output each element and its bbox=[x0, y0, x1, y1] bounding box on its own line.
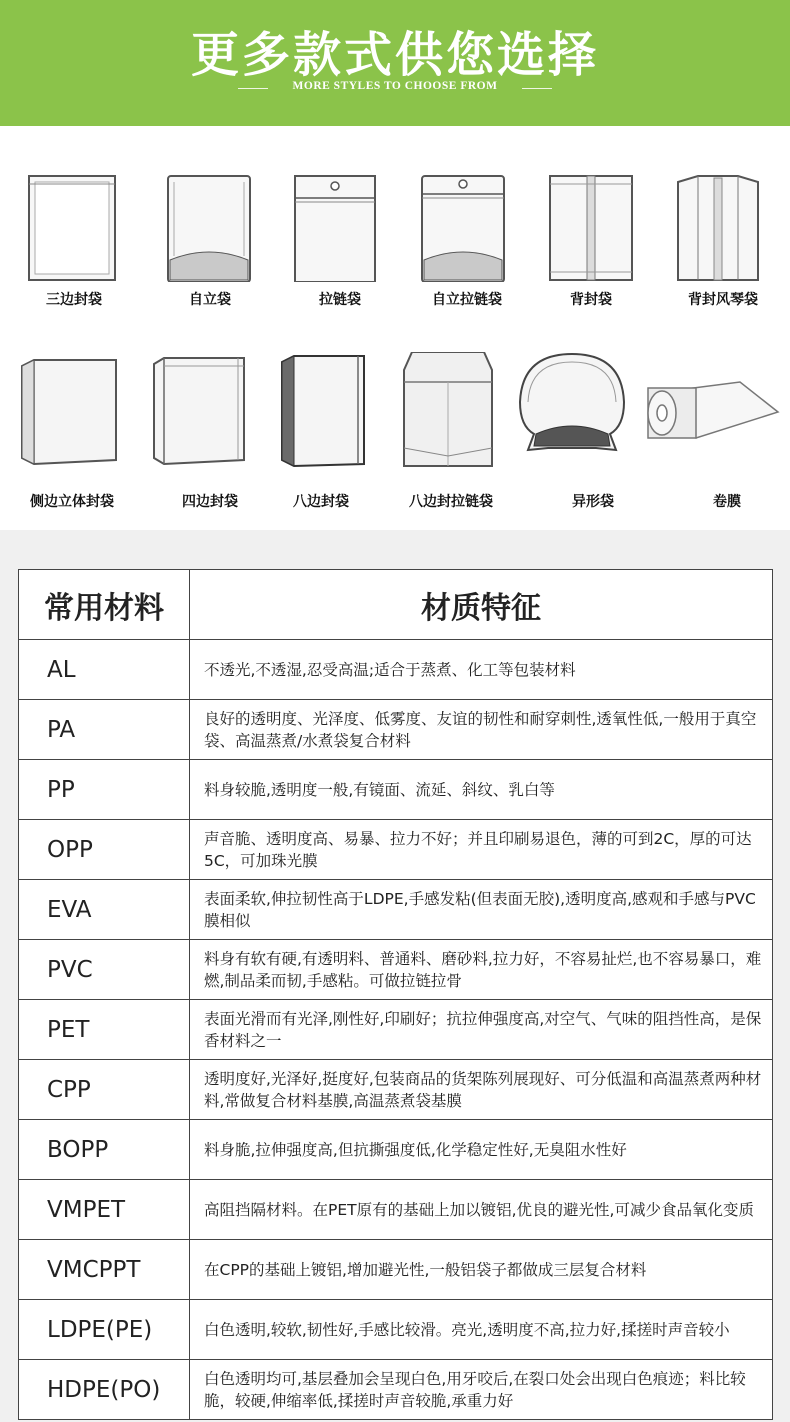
feature-cell: 表面柔软,伸拉韧性高于LDPE,手感发粘(但表面无胶),透明度高,感观和手感与PVC膜相似 bbox=[190, 880, 773, 940]
style-item bbox=[274, 170, 404, 310]
table-row bbox=[19, 1240, 773, 1300]
style-item bbox=[0, 170, 130, 310]
style-label: 四边封袋 bbox=[182, 494, 238, 510]
roll-film-icon bbox=[644, 352, 780, 468]
material-cell: BOPP bbox=[19, 1120, 190, 1180]
back-seal-gusset-bag-icon bbox=[656, 170, 786, 282]
style-item bbox=[514, 352, 644, 516]
feature-cell: 声音脆、透明度高、易暴、拉力不好；并且印刷易退色，薄的可到2C，厚的可达5C，可加珠光膜 bbox=[190, 820, 773, 880]
style-label: 背封风琴袋 bbox=[688, 292, 758, 308]
zipper-bag-icon bbox=[274, 170, 404, 282]
banner-title: 更多款式供您选择 bbox=[190, 27, 599, 83]
feature-cell: 料身有软有硬,有透明料、普通料、磨砂料,拉力好，不容易扯烂,也不容易暴口，难燃,制品柔而韧,手感粘。可做拉链拉骨 bbox=[190, 940, 773, 1000]
table-row bbox=[19, 820, 773, 880]
feature-cell: 透明度好,光泽好,挺度好,包装商品的货架陈列展现好、可分低温和高温蒸煮两种材料,常做复合材料基膜,高温蒸煮袋基膜 bbox=[190, 1060, 773, 1120]
feature-cell: 良好的透明度、光泽度、低雾度、友谊的韧性和耐穿刺性,透氧性低,一般用于真空袋、高温蒸煮/水煮袋复合材料 bbox=[190, 700, 773, 760]
header-material: 常用材料 bbox=[19, 570, 190, 640]
material-cell: AL bbox=[19, 640, 190, 700]
table-row bbox=[19, 700, 773, 760]
table-row bbox=[19, 880, 773, 940]
table-row bbox=[19, 1060, 773, 1120]
material-cell: OPP bbox=[19, 820, 190, 880]
material-cell: LDPE(PE) bbox=[19, 1300, 190, 1360]
feature-cell: 白色透明均可,基层叠加会呈现白色,用牙咬后,在裂口处会出现白色痕迹；料比较脆，较硬,伸缩率低,揉搓时声音较脆,承重力好 bbox=[190, 1360, 773, 1420]
stand-up-zipper-pouch-icon bbox=[400, 170, 530, 282]
style-label: 侧边立体封袋 bbox=[30, 494, 114, 510]
style-label: 异形袋 bbox=[572, 494, 614, 510]
three-side-seal-bag-icon bbox=[0, 170, 130, 282]
side-gusset-bag-icon bbox=[0, 352, 130, 468]
material-cell: EVA bbox=[19, 880, 190, 940]
material-cell: PA bbox=[19, 700, 190, 760]
style-label: 三边封袋 bbox=[46, 292, 102, 308]
feature-cell: 表面光滑而有光泽,刚性好,印刷好；抗拉伸强度高,对空气、气味的阻挡性高，是保香材料之一 bbox=[190, 1000, 773, 1060]
style-label: 卷膜 bbox=[713, 494, 741, 510]
style-item bbox=[644, 352, 774, 516]
feature-cell: 不透光,不透湿,忍受高温;适合于蒸煮、化工等包装材料 bbox=[190, 640, 773, 700]
table-header-row bbox=[19, 570, 773, 640]
style-label: 自立拉链袋 bbox=[432, 292, 502, 308]
style-item bbox=[148, 170, 278, 310]
material-cell: PVC bbox=[19, 940, 190, 1000]
style-label: 拉链袋 bbox=[319, 292, 361, 308]
feature-cell: 料身较脆,透明度一般,有镜面、流延、斜纹、乳白等 bbox=[190, 760, 773, 820]
four-side-seal-bag-icon bbox=[148, 352, 278, 468]
style-label: 自立袋 bbox=[189, 292, 231, 308]
materials-table bbox=[18, 569, 773, 1420]
feature-cell: 料身脆,拉伸强度高,但抗撕强度低,化学稳定性好,无臭阻水性好 bbox=[190, 1120, 773, 1180]
header-feature: 材质特征 bbox=[190, 570, 773, 640]
style-item bbox=[656, 170, 786, 310]
table-row bbox=[19, 1000, 773, 1060]
table-row bbox=[19, 1360, 773, 1420]
table-row bbox=[19, 640, 773, 700]
feature-cell: 白色透明,较软,韧性好,手感比较滑。亮光,透明度不高,拉力好,揉搓时声音较小 bbox=[190, 1300, 773, 1360]
style-item bbox=[400, 170, 530, 310]
banner-subtitle: MORE STYLES TO CHOOSE FROM bbox=[292, 80, 498, 92]
eight-side-zipper-bag-icon bbox=[400, 352, 530, 468]
table-row bbox=[19, 1120, 773, 1180]
material-cell: CPP bbox=[19, 1060, 190, 1120]
materials-section bbox=[0, 530, 790, 1422]
style-item bbox=[0, 352, 130, 516]
material-cell: VMCPPT bbox=[19, 1240, 190, 1300]
material-cell: HDPE(PO) bbox=[19, 1360, 190, 1420]
feature-cell: 高阻挡隔材料。在PET原有的基础上加以镀铝,优良的避光性,可减少食品氧化变质 bbox=[190, 1180, 773, 1240]
material-cell: PET bbox=[19, 1000, 190, 1060]
table-row bbox=[19, 760, 773, 820]
style-label: 八边封袋 bbox=[293, 494, 349, 510]
material-cell: PP bbox=[19, 760, 190, 820]
style-item bbox=[400, 352, 530, 516]
style-item bbox=[270, 352, 400, 516]
table-row bbox=[19, 940, 773, 1000]
style-label: 八边封拉链袋 bbox=[409, 494, 493, 510]
stand-up-pouch-icon bbox=[148, 170, 278, 282]
header-banner bbox=[0, 0, 790, 126]
style-item bbox=[526, 170, 656, 310]
back-seal-bag-icon bbox=[526, 170, 656, 282]
shaped-bag-icon bbox=[514, 352, 644, 468]
feature-cell: 在CPP的基础上镀铝,增加避光性,一般铝袋子都做成三层复合材料 bbox=[190, 1240, 773, 1300]
table-row bbox=[19, 1300, 773, 1360]
banner-divider-right bbox=[522, 88, 552, 89]
style-label: 背封袋 bbox=[570, 292, 612, 308]
table-row bbox=[19, 1180, 773, 1240]
eight-side-seal-bag-icon bbox=[270, 352, 400, 468]
material-cell: VMPET bbox=[19, 1180, 190, 1240]
bag-styles-grid bbox=[0, 126, 790, 530]
